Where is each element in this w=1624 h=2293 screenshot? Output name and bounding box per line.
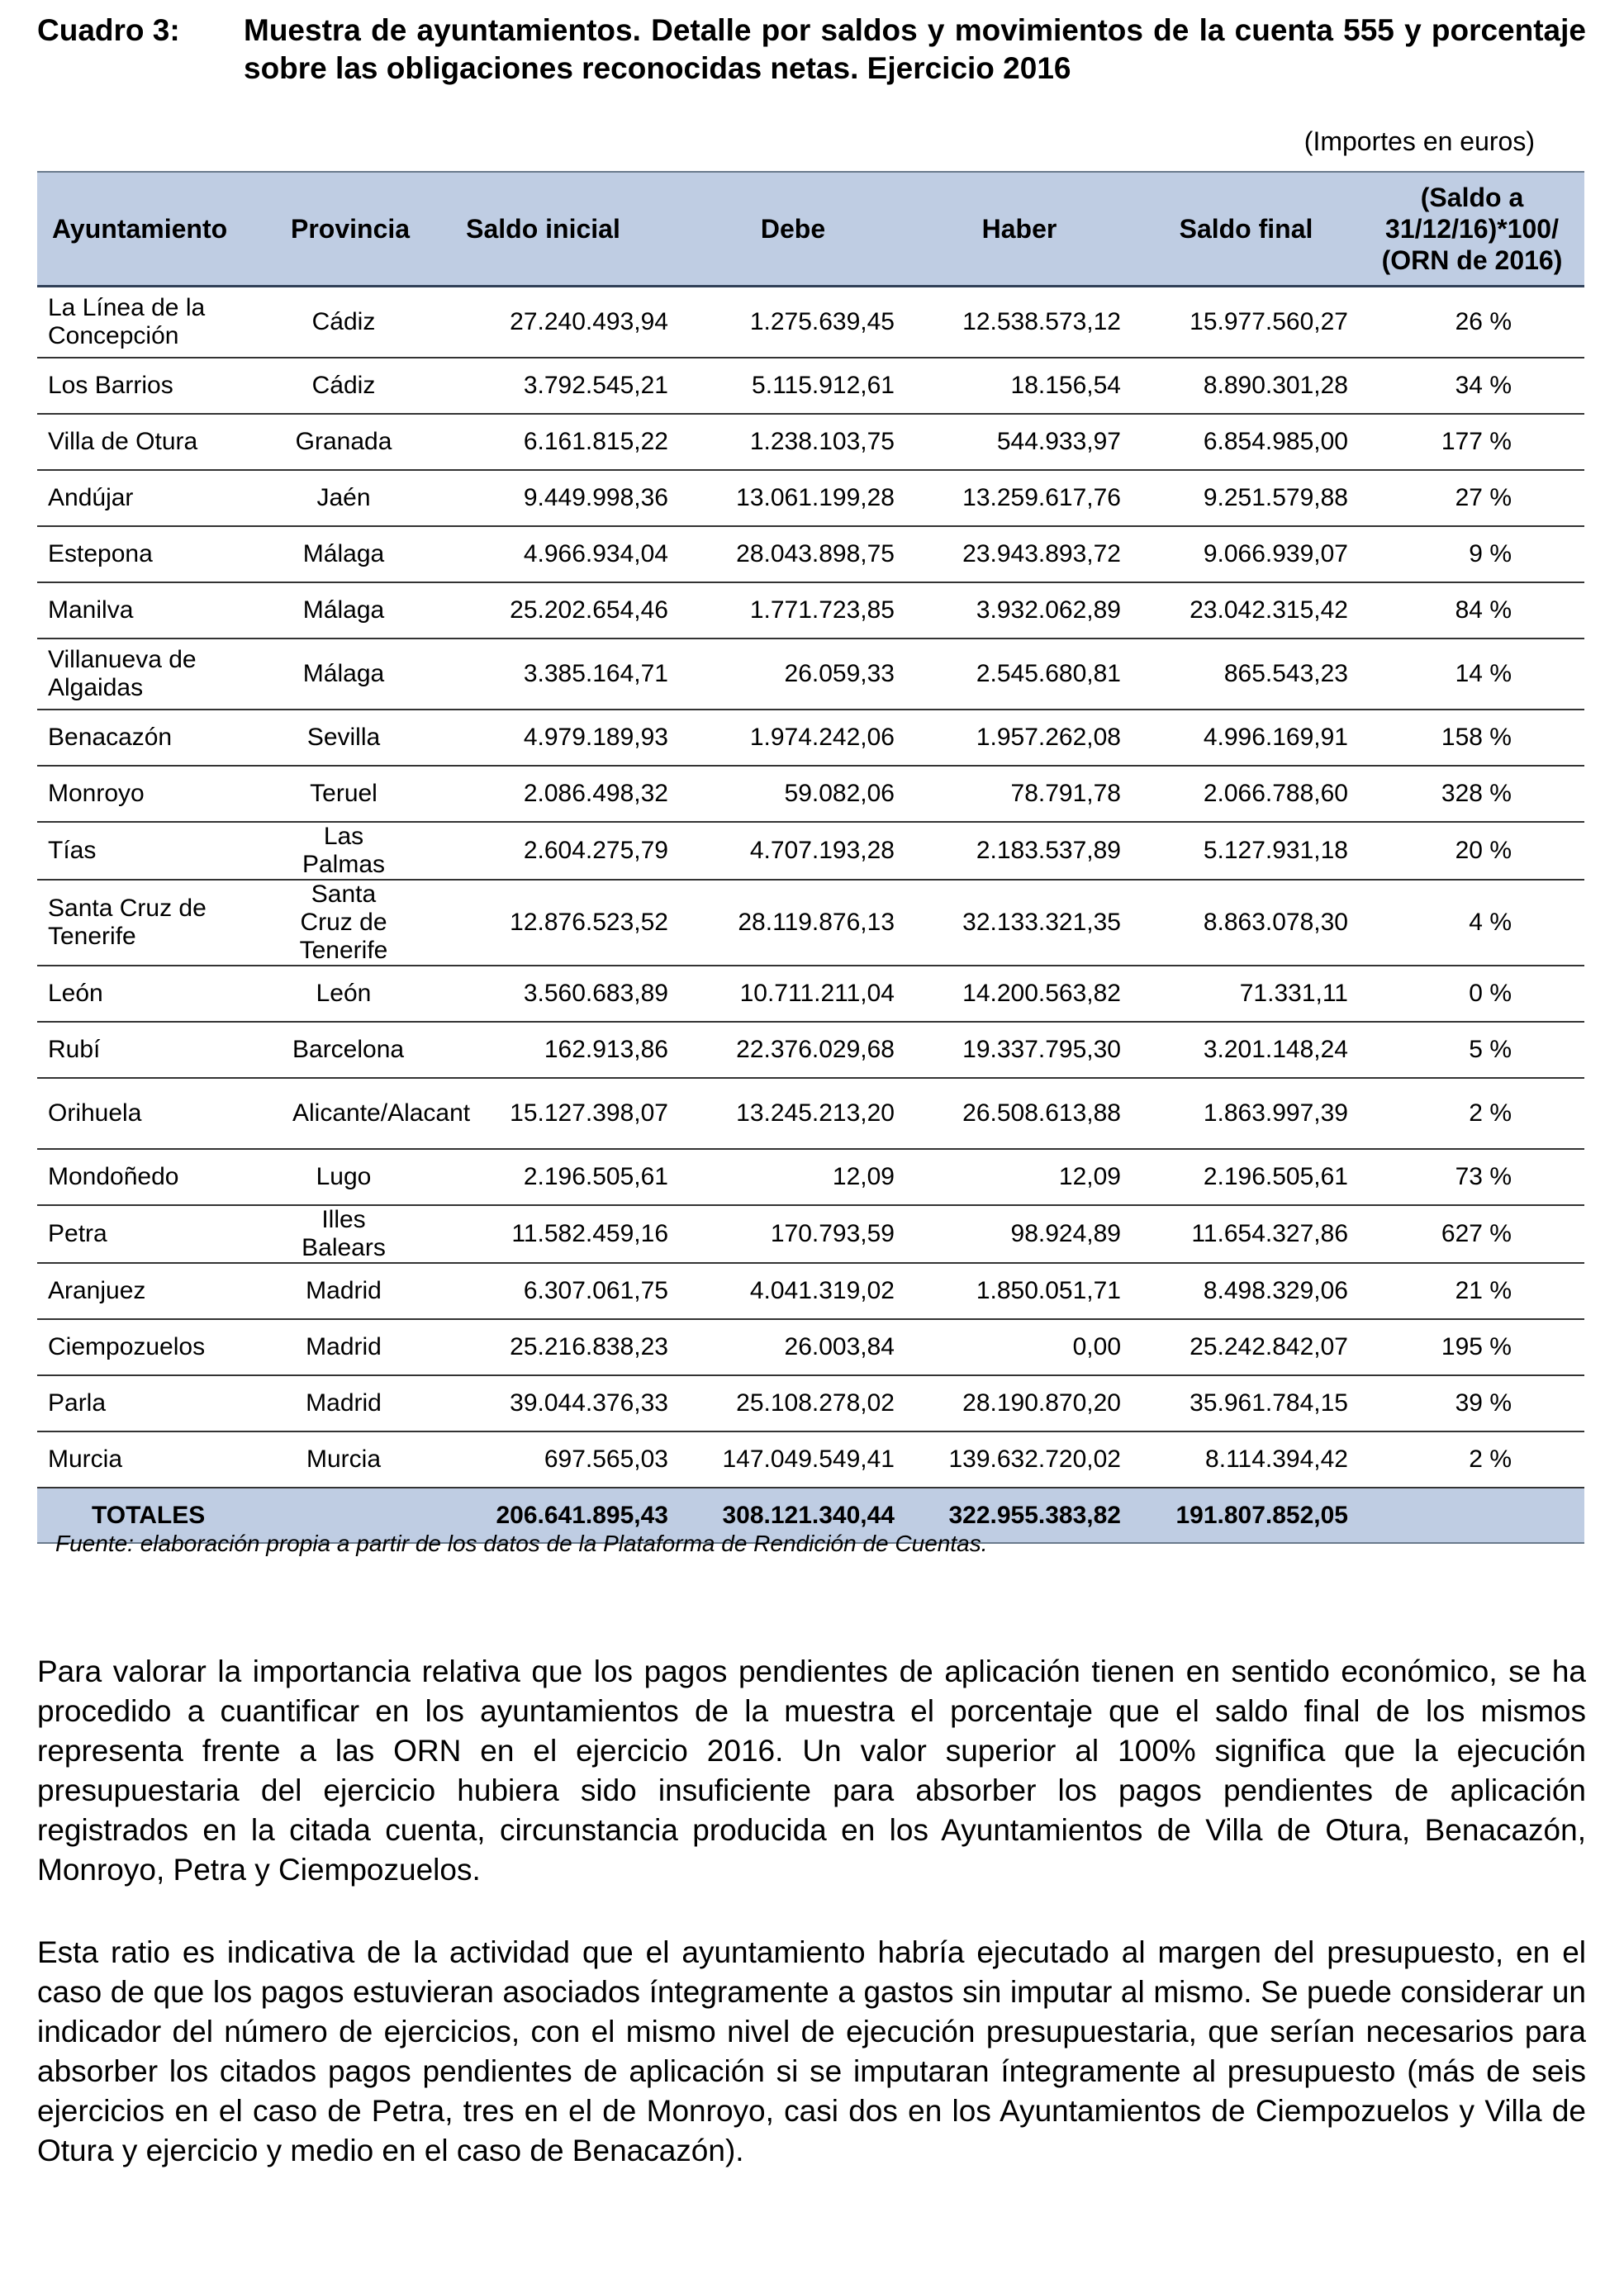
cell-ayuntamiento: Murcia [37,1431,281,1488]
caption-title: Muestra de ayuntamientos. Detalle por saldos y movimientos de la cuenta 555 y porcentaje sobre las obligaciones reconocidas netas. Ejercicio 2016 [244,13,1586,85]
cell-haber: 26.508.613,88 [906,1078,1133,1149]
cell-haber: 544.933,97 [906,414,1133,470]
cell-saldo-final: 9.066.939,07 [1133,526,1360,582]
cell-debe: 4.707.193,28 [680,822,906,880]
table-row [37,1431,1584,1488]
cell-saldo-inicial: 27.240.493,94 [406,287,680,358]
cell-debe: 1.238.103,75 [680,414,906,470]
cell-saldo-final: 71.331,11 [1133,966,1360,1022]
cell-saldo-inicial: 4.979.189,93 [406,710,680,766]
cell-saldo-final: 8.498.329,06 [1133,1263,1360,1319]
cell-ayuntamiento: Parla [37,1375,281,1431]
cell-debe: 26.003,84 [680,1319,906,1375]
cell-debe: 12,09 [680,1149,906,1205]
cell-saldo-final: 8.863.078,30 [1133,880,1360,966]
table-row [37,822,1584,880]
units-note: (Importes en euros) [1303,126,1535,156]
cell-saldo-inicial: 25.202.654,46 [406,582,680,639]
cell-debe: 25.108.278,02 [680,1375,906,1431]
cell-ayuntamiento: Monroyo [37,766,281,822]
totals-debe: 308.121.340,44 [680,1488,906,1543]
cell-provincia: Illes Balears [281,1205,406,1263]
cell-porcentaje: 328 % [1360,766,1584,822]
cell-provincia: Teruel [281,766,406,822]
cell-provincia: Madrid [281,1375,406,1431]
accounts-table [37,171,1584,1544]
cell-saldo-final: 8.890.301,28 [1133,358,1360,414]
cell-debe: 170.793,59 [680,1205,906,1263]
cell-provincia: León [281,966,406,1022]
cell-provincia: Barcelona [281,1022,406,1078]
cell-debe: 28.043.898,75 [680,526,906,582]
cell-provincia: Las Palmas [281,822,406,880]
cell-haber: 28.190.870,20 [906,1375,1133,1431]
cell-porcentaje: 4 % [1360,880,1584,966]
table-row [37,287,1584,358]
table-row [37,582,1584,639]
cell-haber: 3.932.062,89 [906,582,1133,639]
cell-ayuntamiento: Ciempozuelos [37,1319,281,1375]
cell-porcentaje: 2 % [1360,1431,1584,1488]
cell-saldo-final: 3.201.148,24 [1133,1022,1360,1078]
cell-debe: 147.049.549,41 [680,1431,906,1488]
cell-provincia: Cádiz [281,358,406,414]
table-row [37,880,1584,966]
cell-saldo-final: 5.127.931,18 [1133,822,1360,880]
cell-porcentaje: 627 % [1360,1205,1584,1263]
header-haber: Haber [906,172,1133,287]
cell-provincia: Málaga [281,582,406,639]
cell-porcentaje: 5 % [1360,1022,1584,1078]
totals-haber: 322.955.383,82 [906,1488,1133,1543]
table-row [37,966,1584,1022]
cell-haber: 2.545.680,81 [906,639,1133,710]
cell-ayuntamiento: Villanueva de Algaidas [37,639,281,710]
cell-saldo-inicial: 39.044.376,33 [406,1375,680,1431]
cell-haber: 32.133.321,35 [906,880,1133,966]
cell-ayuntamiento: Andújar [37,470,281,526]
source-note: Fuente: elaboración propia a partir de los datos de la Plataforma de Rendición de Cuentas. [55,1531,988,1556]
cell-haber: 78.791,78 [906,766,1133,822]
table-row [37,766,1584,822]
totals-saldo-inicial: 206.641.895,43 [406,1488,680,1543]
cell-haber: 2.183.537,89 [906,822,1133,880]
cell-saldo-inicial: 162.913,86 [406,1022,680,1078]
cell-haber: 14.200.563,82 [906,966,1133,1022]
cell-saldo-final: 2.066.788,60 [1133,766,1360,822]
cell-debe: 22.376.029,68 [680,1022,906,1078]
cell-porcentaje: 195 % [1360,1319,1584,1375]
cell-haber: 13.259.617,76 [906,470,1133,526]
cell-saldo-final: 4.996.169,91 [1133,710,1360,766]
table-row [37,526,1584,582]
cell-haber: 18.156,54 [906,358,1133,414]
cell-porcentaje: 27 % [1360,470,1584,526]
cell-debe: 28.119.876,13 [680,880,906,966]
cell-haber: 12,09 [906,1149,1133,1205]
totals-label: TOTALES [37,1488,281,1543]
cell-saldo-final: 9.251.579,88 [1133,470,1360,526]
cell-saldo-final: 865.543,23 [1133,639,1360,710]
header-saldo-final: Saldo final [1133,172,1360,287]
cell-porcentaje: 0 % [1360,966,1584,1022]
cell-debe: 1.275.639,45 [680,287,906,358]
table-row [37,470,1584,526]
table-row [37,710,1584,766]
table-row [37,1022,1584,1078]
cell-haber: 98.924,89 [906,1205,1133,1263]
cell-ayuntamiento: Rubí [37,1022,281,1078]
cell-debe: 10.711.211,04 [680,966,906,1022]
cell-ayuntamiento: Manilva [37,582,281,639]
cell-saldo-final: 35.961.784,15 [1133,1375,1360,1431]
cell-porcentaje: 177 % [1360,414,1584,470]
cell-debe: 59.082,06 [680,766,906,822]
cell-porcentaje: 9 % [1360,526,1584,582]
table-row [37,358,1584,414]
cell-saldo-inicial: 3.792.545,21 [406,358,680,414]
cell-saldo-inicial: 25.216.838,23 [406,1319,680,1375]
header-saldo-inicial: Saldo inicial [406,172,680,287]
cell-saldo-inicial: 2.196.505,61 [406,1149,680,1205]
cell-saldo-final: 23.042.315,42 [1133,582,1360,639]
paragraph-1: Para valorar la importancia relativa que los pagos pendientes de aplicación tienen en sentido económico, se ha procedido a cuantificar en los ayuntamientos de la muestra el porcentaje que el saldo final de los mismos representa frente a las ORN en el ejercicio 2016. Un valor superior al 100% significa que la ejecución presupuestaria del ejercicio hubiera sido insuficiente para absorber los pagos pendientes de aplicación registrados en la citada cuenta, circunstancia producida en los Ayuntamientos de Villa de Otura, Benacazón, Monroyo, Petra y Ciempozuelos. [37,1654,1586,1887]
cell-haber: 19.337.795,30 [906,1022,1133,1078]
header-porcentaje-line-3: (ORN de 2016) [1381,245,1563,275]
cell-porcentaje: 2 % [1360,1078,1584,1149]
header-provincia: Provincia [281,172,406,287]
cell-saldo-inicial: 4.966.934,04 [406,526,680,582]
cell-debe: 5.115.912,61 [680,358,906,414]
table-row [37,1375,1584,1431]
cell-provincia: Málaga [281,526,406,582]
cell-provincia: Sevilla [281,710,406,766]
cell-ayuntamiento: Santa Cruz de Tenerife [37,880,281,966]
table-body [37,287,1584,1544]
cell-saldo-inicial: 697.565,03 [406,1431,680,1488]
cell-porcentaje: 158 % [1360,710,1584,766]
cell-porcentaje: 84 % [1360,582,1584,639]
cell-ayuntamiento: Los Barrios [37,358,281,414]
table-row [37,1319,1584,1375]
cell-saldo-inicial: 6.307.061,75 [406,1263,680,1319]
table-row [37,639,1584,710]
cell-ayuntamiento: Estepona [37,526,281,582]
header-ayuntamiento: Ayuntamiento [37,172,281,287]
cell-saldo-final: 15.977.560,27 [1133,287,1360,358]
cell-ayuntamiento: Benacazón [37,710,281,766]
cell-saldo-final: 2.196.505,61 [1133,1149,1360,1205]
cell-saldo-inicial: 2.604.275,79 [406,822,680,880]
cell-provincia: Murcia [281,1431,406,1488]
cell-porcentaje: 14 % [1360,639,1584,710]
cell-provincia: Jaén [281,470,406,526]
table-row [37,1263,1584,1319]
cell-saldo-inicial: 3.385.164,71 [406,639,680,710]
header-porcentaje-line-2: 31/12/16)*100/ [1385,214,1559,244]
cell-ayuntamiento: Aranjuez [37,1263,281,1319]
paragraph-2: Esta ratio es indicativa de la actividad que el ayuntamiento habría ejecutado al margen del presupuesto, en el caso de que los pagos estuvieran asociados íntegramente a gastos sin imputar al mismo. Se puede considerar un indicador del número de ejercicios, con el mismo nivel de ejecución presupuestaria, que serían necesarios para absorber los citados pagos pendientes de aplicación si se imputaran íntegramente al presupuesto (más de seis ejercicios en el caso de Petra, tres en el de Monroyo, casi dos en los Ayuntamientos de Ciempozuelos y Villa de Otura y ejercicio y medio en el caso de Benacazón). [37,1935,1586,2167]
cell-ayuntamiento: La Línea de la Concepción [37,287,281,358]
cell-debe: 13.061.199,28 [680,470,906,526]
cell-provincia: Lugo [281,1149,406,1205]
cell-provincia: Granada [281,414,406,470]
cell-debe: 13.245.213,20 [680,1078,906,1149]
cell-provincia: Cádiz [281,287,406,358]
table-header-row [37,172,1584,287]
cell-haber: 23.943.893,72 [906,526,1133,582]
cell-ayuntamiento: Mondoñedo [37,1149,281,1205]
cell-provincia: Alicante/Alacant [281,1078,406,1149]
cell-provincia: Madrid [281,1319,406,1375]
cell-porcentaje: 26 % [1360,287,1584,358]
cell-saldo-final: 6.854.985,00 [1133,414,1360,470]
cell-porcentaje: 73 % [1360,1149,1584,1205]
cell-saldo-final: 8.114.394,42 [1133,1431,1360,1488]
cell-saldo-inicial: 2.086.498,32 [406,766,680,822]
cell-ayuntamiento: Villa de Otura [37,414,281,470]
cell-haber: 12.538.573,12 [906,287,1133,358]
cell-porcentaje: 20 % [1360,822,1584,880]
cell-ayuntamiento: Petra [37,1205,281,1263]
cell-saldo-inicial: 3.560.683,89 [406,966,680,1022]
cell-ayuntamiento: León [37,966,281,1022]
cell-haber: 1.957.262,08 [906,710,1133,766]
cell-debe: 1.974.242,06 [680,710,906,766]
totals-saldo-final: 191.807.852,05 [1133,1488,1360,1543]
header-debe: Debe [680,172,906,287]
cell-saldo-inicial: 15.127.398,07 [406,1078,680,1149]
cell-saldo-inicial: 6.161.815,22 [406,414,680,470]
cell-saldo-final: 25.242.842,07 [1133,1319,1360,1375]
cell-porcentaje: 39 % [1360,1375,1584,1431]
cell-provincia: Málaga [281,639,406,710]
cell-saldo-final: 1.863.997,39 [1133,1078,1360,1149]
cell-haber: 0,00 [906,1319,1133,1375]
table-row [37,414,1584,470]
header-porcentaje [1360,172,1584,287]
cell-debe: 1.771.723,85 [680,582,906,639]
cell-ayuntamiento: Tías [37,822,281,880]
header-porcentaje-line-1: (Saldo a [1420,183,1524,212]
table-row [37,1078,1584,1149]
cell-saldo-inicial: 11.582.459,16 [406,1205,680,1263]
cell-debe: 26.059,33 [680,639,906,710]
cell-saldo-final: 11.654.327,86 [1133,1205,1360,1263]
cell-provincia: Santa Cruz de Tenerife [281,880,406,966]
cell-haber: 1.850.051,71 [906,1263,1133,1319]
cell-haber: 139.632.720,02 [906,1431,1133,1488]
cell-ayuntamiento: Orihuela [37,1078,281,1149]
cell-provincia: Madrid [281,1263,406,1319]
cell-debe: 4.041.319,02 [680,1263,906,1319]
caption-number: Cuadro 3: [37,13,180,47]
cell-porcentaje: 34 % [1360,358,1584,414]
table-row [37,1149,1584,1205]
table-row [37,1205,1584,1263]
totals-empty-porcentaje [1360,1488,1584,1543]
cell-saldo-inicial: 9.449.998,36 [406,470,680,526]
cell-porcentaje: 21 % [1360,1263,1584,1319]
cell-saldo-inicial: 12.876.523,52 [406,880,680,966]
